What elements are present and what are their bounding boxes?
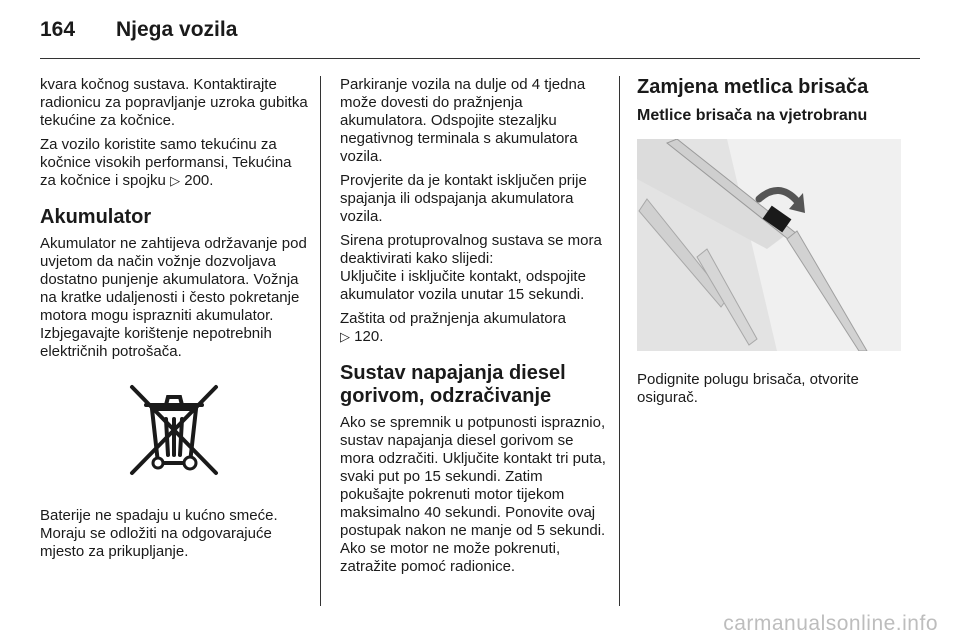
column-divider (619, 76, 620, 606)
paragraph: Za vozilo koristite samo tekućinu za kočnice visokih performansi, Tekućina za kočnice i spojku ▷ 200. (40, 136, 292, 189)
section-heading: Akumulator (40, 206, 152, 228)
page-header (40, 18, 237, 42)
section-heading: Zamjena metlica brisača (637, 76, 869, 98)
page-number: 164 (40, 18, 76, 41)
column-3 (637, 76, 909, 413)
paragraph: Parkiranje vozila na dulje od 4 tjedna može dovesti do pražnjenja akumulatora. Odspojite stezaljku negativnog terminala s akumulatora vozila. (340, 76, 586, 165)
crossed-bin-icon (124, 381, 224, 481)
paragraph: Uključite i isključite kontakt, odspojite akumulator vozila unutar 15 sekundi. (340, 268, 586, 303)
paragraph: Provjerite da je kontakt isključen prije spajanja ili odspajanja akumulatora vozila. (340, 172, 587, 225)
section-heading: Sustav napajanja diesel gorivom, odzračivanje (340, 362, 566, 407)
paragraph: Zaštita od pražnjenja akumulatora ▷ 120. (340, 310, 566, 345)
column-divider (320, 76, 321, 606)
paragraph: Akumulator ne zahtijeva održavanje pod uvjetom da način vožnje dozvoljava dostatno punjenje akumulatora. Vožnja na kratke udaljenosti i često pokretanje motora mogu isprazniti akumulator. Izbjegavajte korištenje nepotrebnih električnih potrošača. (40, 235, 307, 360)
watermark-logo: carmanualsonline.info (723, 612, 938, 635)
page-reference[interactable]: 120. (354, 328, 384, 345)
paragraph: Sirena protuprovalnog sustava se mora deaktivirati kako slijedi: (340, 232, 602, 267)
column-2 (340, 76, 608, 582)
arrow-right-icon: ▷ (170, 173, 181, 188)
subsection-heading: Metlice brisača na vjetrobranu (637, 107, 868, 124)
wiper-illustration (637, 139, 901, 351)
figure-caption: Podignite polugu brisača, otvorite osigurač. (637, 371, 859, 406)
paragraph: Baterije ne spadaju u kućno smeće. Moraju se odložiti na odgovarajuće mjesto za prikupljanje. (40, 507, 278, 560)
arrow-right-icon: ▷ (340, 329, 350, 344)
page-reference[interactable]: 200. (184, 172, 214, 189)
paragraph: kvara kočnog sustava. Kontaktirajte radionicu za popravljanje uzroka gubitka tekućine za kočnice. (40, 76, 308, 129)
column-1 (40, 76, 308, 567)
section-title: Njega vozila (116, 18, 238, 41)
paragraph: Ako se spremnik u potpunosti ispraznio, sustav napajanja diesel gorivom se mora odzračiti. Uključite kontakt tri puta, svaki put po 15 sekundi. Zatim pokušajte pokrenuti motor tijekom maksimalno 40 sekundi. Ponovite ovaj postupak nakon ne manje od 5 sekundi. Ako se motor ne može pokrenuti, zatražite pomoć radionice. (340, 414, 606, 575)
header-divider (40, 58, 920, 59)
